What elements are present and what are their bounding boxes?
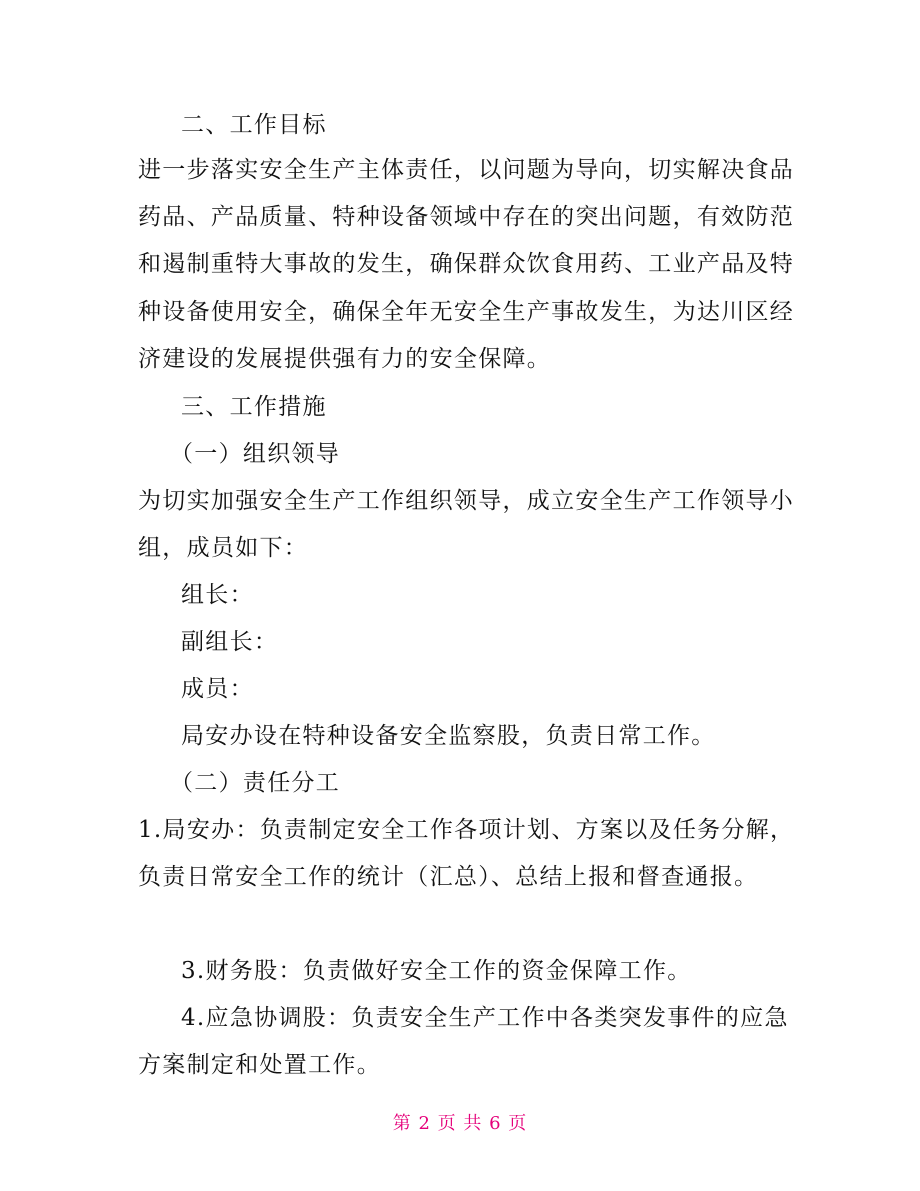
section-heading-measures: 三、工作措施 bbox=[181, 394, 327, 420]
list-item-line: 4.应急协调股：负责安全生产工作中各类突发事件的应急 bbox=[181, 1005, 789, 1031]
paragraph-line: 药品、产品质量、特种设备领域中存在的突出问题，有效防范 bbox=[138, 204, 795, 230]
list-item-line: 3.财务股：负责做好安全工作的资金保障工作。 bbox=[181, 958, 692, 984]
paragraph-line: 和遏制重特大事故的发生，确保群众饮食用药、工业产品及特 bbox=[138, 251, 795, 277]
list-item-line: 1.局安办：负责制定安全工作各项计划、方案以及任务分解， bbox=[138, 817, 795, 843]
page-number-footer: 第 2 页 共 6 页 bbox=[392, 1113, 528, 1134]
paragraph-line: 种设备使用安全，确保全年无安全生产事故发生，为达川区经 bbox=[138, 299, 795, 325]
list-item-line: 负责日常安全工作的统计（汇总）、总结上报和督查通报。 bbox=[138, 864, 759, 890]
subsection-heading-responsibilities: （二）责任分工 bbox=[170, 770, 341, 796]
members-line: 成员： bbox=[181, 676, 254, 702]
paragraph-line: 进一步落实安全生产主体责任，以问题为导向，切实解决食品 bbox=[138, 157, 795, 183]
subsection-heading-organization: （一）组织领导 bbox=[170, 441, 341, 467]
paragraph-line: 济建设的发展提供强有力的安全保障。 bbox=[138, 346, 552, 372]
paragraph-line: 组，成员如下： bbox=[138, 535, 309, 561]
section-heading-goals: 二、工作目标 bbox=[181, 112, 327, 138]
paragraph-line: 局安办设在特种设备安全监察股，负责日常工作。 bbox=[181, 723, 716, 749]
paragraph-line: 为切实加强安全生产工作组织领导，成立安全生产工作领导小 bbox=[138, 488, 795, 514]
group-leader-line: 组长： bbox=[181, 582, 254, 608]
list-item-line: 方案制定和处置工作。 bbox=[138, 1052, 381, 1078]
deputy-leader-line: 副组长： bbox=[181, 629, 279, 655]
